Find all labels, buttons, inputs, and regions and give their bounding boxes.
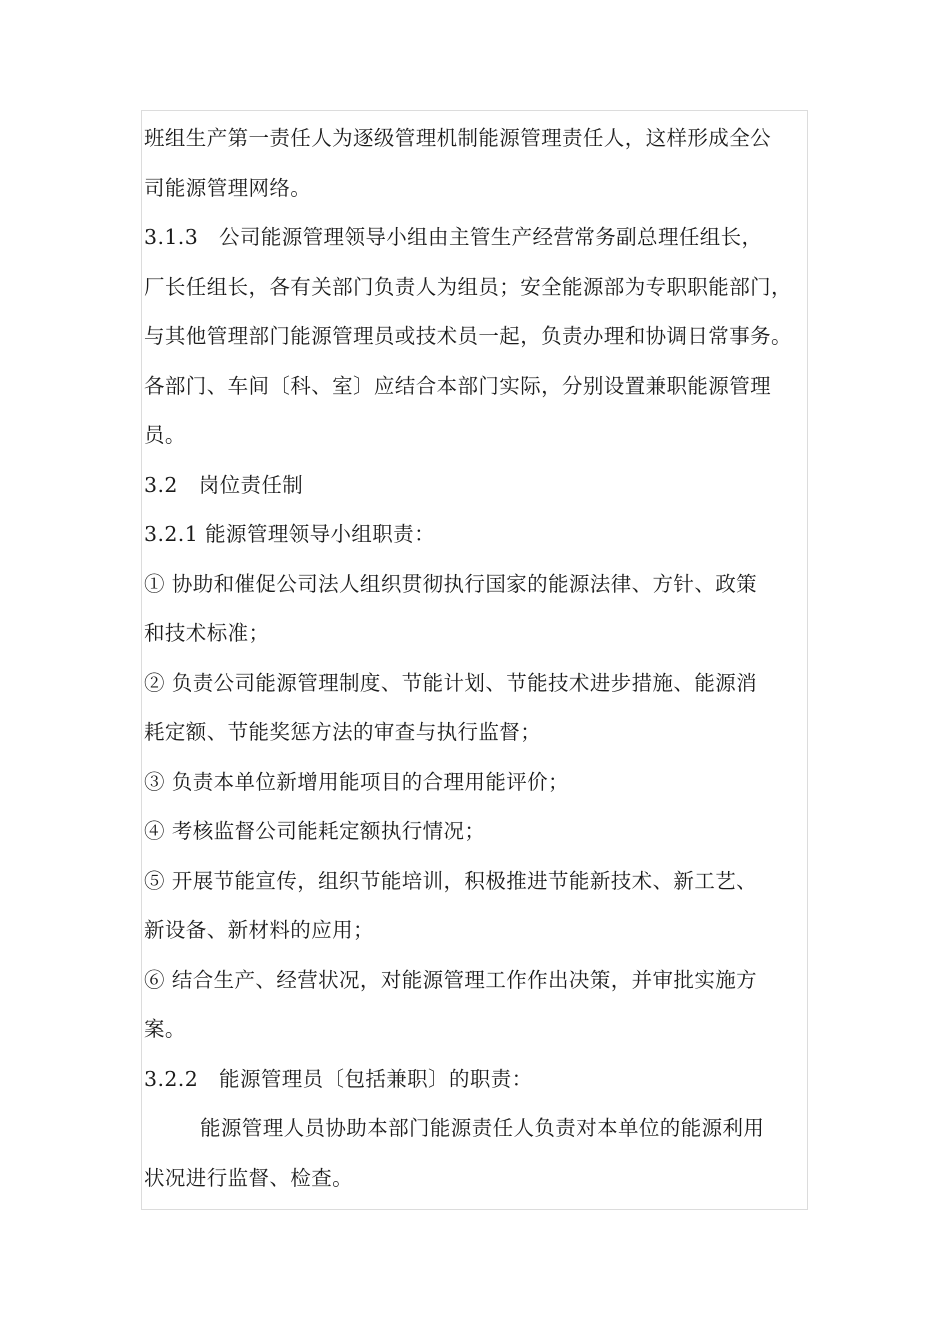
text-line: 班组生产第一责任人为逐级管理机制能源管理责任人，这样形成全公 [144,126,771,150]
text-line: 耗定额、节能奖惩方法的审查与执行监督； [144,720,542,744]
text-line: 新设备、新材料的应用； [144,918,374,942]
text-line: 3.1.3 公司能源管理领导小组由主管生产经营常务副总理任组长， [144,225,763,249]
text-line: ① 协助和催促公司法人组织贯彻执行国家的能源法律、方针、政策 [144,571,758,596]
text-line: ⑥ 结合生产、经营状况，对能源管理工作作出决策，并审批实施方 [144,967,758,992]
text-line: 员。 [144,423,186,447]
text-line: 和技术标准； [144,621,270,645]
text-line: 各部门、车间〔科、室〕应结合本部门实际，分别设置兼职能源管理 [144,373,771,398]
text-line: 3.2 岗位责任制 [144,472,304,497]
text-line: ② 负责公司能源管理制度、节能计划、节能技术进步措施、能源消 [144,670,758,695]
text-line: 司能源管理网络。 [144,175,312,200]
text-line: 3.2.1 能源管理领导小组职责： [144,522,435,546]
text-line: ④ 考核监督公司能耗定额执行情况； [144,819,486,843]
text-line: ③ 负责本单位新增用能项目的合理用能评价； [144,769,569,794]
text-line: ⑤ 开展节能宣传，组织节能培训，积极推进节能新技术、新工艺、 [144,868,758,893]
text-line: 厂长任组长，各有关部门负责人为组员；安全能源部为专职职能部门， [144,274,792,299]
text-line: 状况进行监督、检查。 [144,1165,353,1190]
document-body [144,114,824,1203]
text-line: 3.2.2 能源管理员〔包括兼职〕的职责： [144,1066,533,1091]
text-line: 能源管理人员协助本部门能源责任人负责对本单位的能源利用 [200,1116,765,1140]
text-line: 案。 [144,1017,186,1041]
text-line: 与其他管理部门能源管理员或技术员一起，负责办理和协调日常事务。 [144,324,792,348]
